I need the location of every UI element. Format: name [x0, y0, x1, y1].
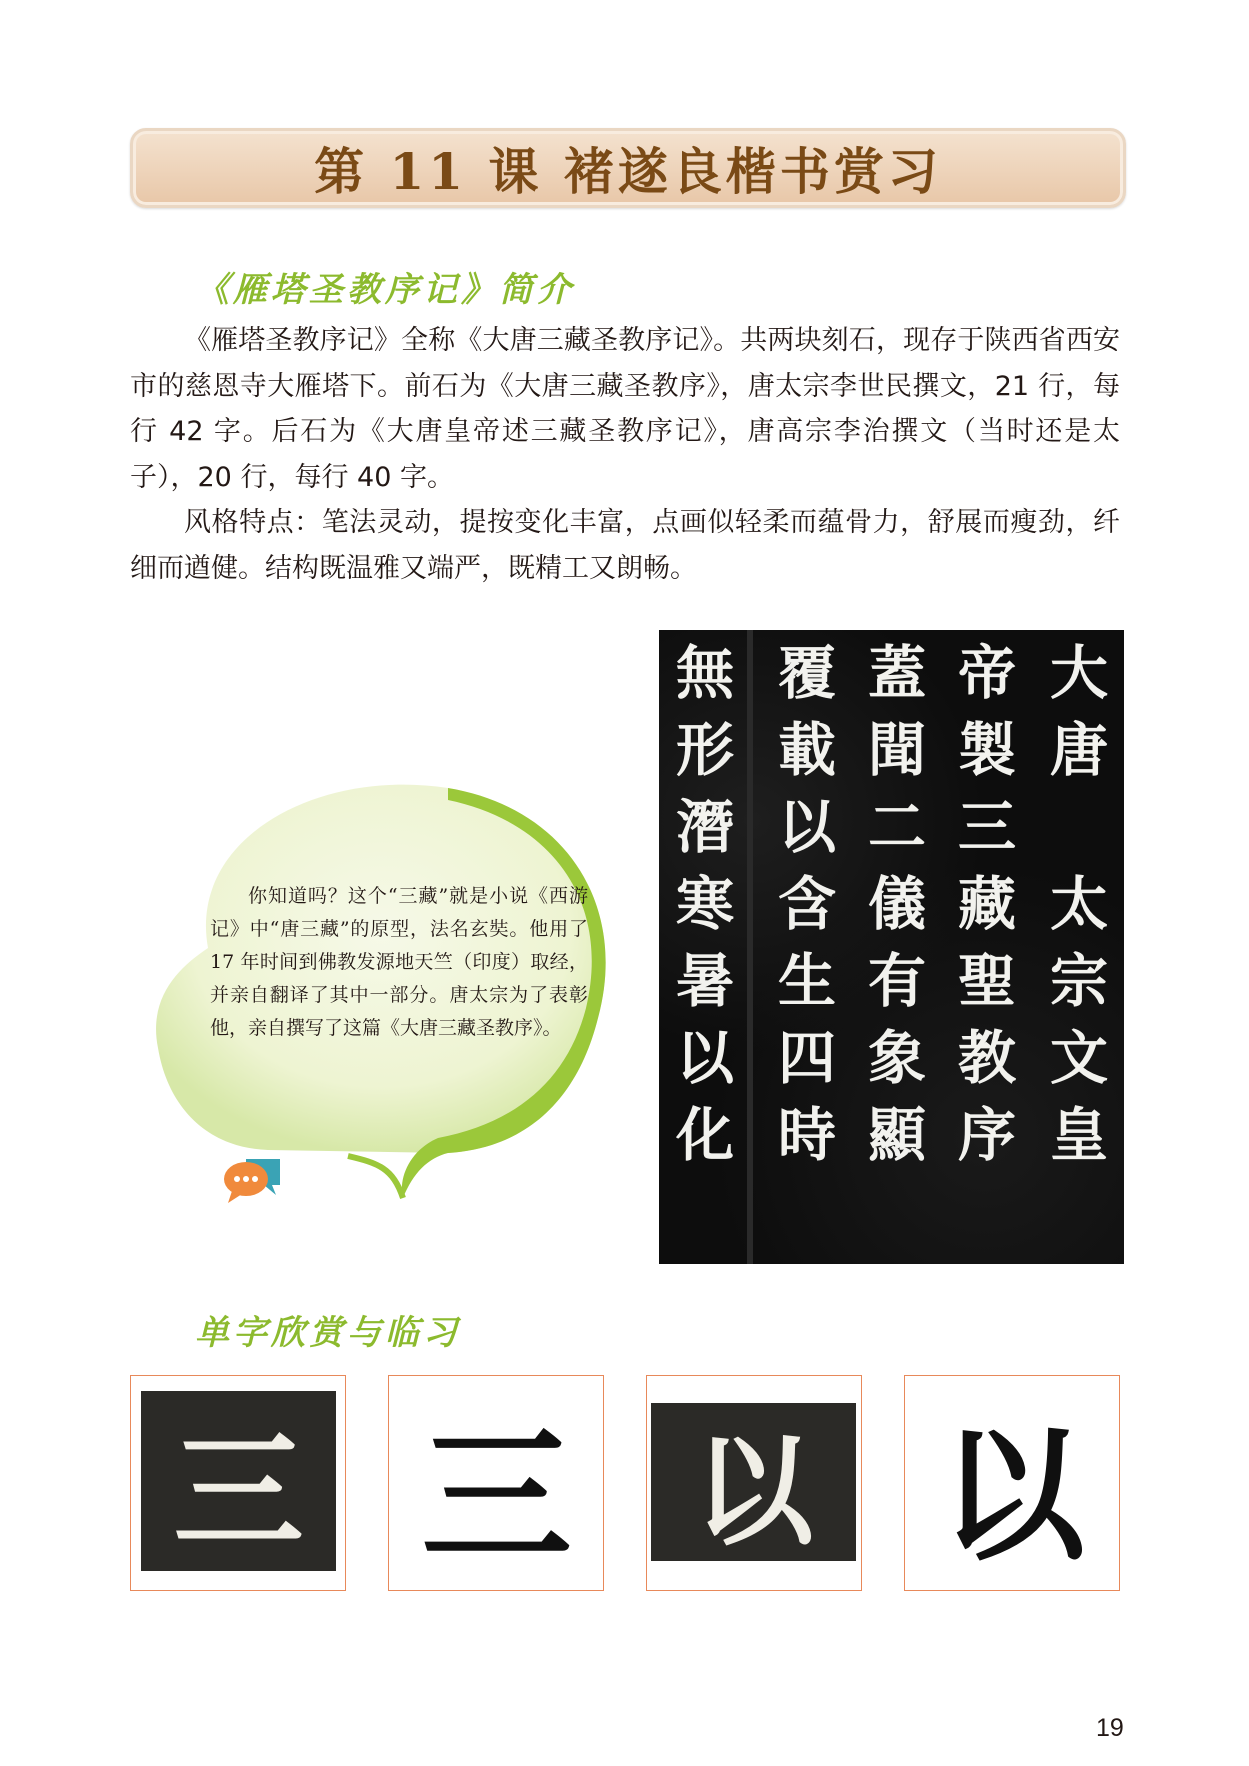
- intro-paragraph-2: 风格特点：笔法灵动，提按变化丰富，点画似轻柔而蕴骨力，舒展而瘦劲，纤细而遒健。结构既温雅又端严，既精工又朗畅。: [130, 507, 1120, 584]
- ink-character: 三: [399, 1386, 594, 1581]
- stele-column: 大 唐 太 宗 文 皇: [1049, 639, 1108, 1169]
- stele-column: 無 形 潛 寒 暑 以 化: [675, 639, 734, 1169]
- practice-tile: [646, 1375, 862, 1591]
- practice-tile: [130, 1375, 346, 1591]
- practice-tile: [388, 1375, 604, 1591]
- tip-text: 你知道吗？这个“三藏”就是小说《西游记》中“唐三藏”的原型，法名玄奘。他用了 17 年时间到佛教发源地天竺（印度）取经，并亲自翻译了其中一部分。唐太宗为了表彰他，亲自撰写了这篇《大唐三藏圣教序》。: [210, 885, 588, 1039]
- intro-heading: 《雁塔圣教序记》简介: [195, 270, 575, 310]
- page-number: 19: [1096, 1714, 1124, 1742]
- lesson-title-banner: [130, 128, 1126, 208]
- stele-rubbing: [659, 630, 1124, 1264]
- rubbing-character: 三: [141, 1391, 336, 1571]
- chat-bubble-icon: [222, 1155, 284, 1207]
- intro-paragraph-1: 《雁塔圣教序记》全称《大唐三藏圣教序记》。共两块刻石，现存于陕西省西安市的慈恩寺大雁塔下。前石为《大唐三藏圣教序》，唐太宗李世民撰文，21 行，每行 42 字。后石为《大唐皇帝述三藏圣教序记》，唐高宗李治撰文（当时还是太子），20 行，每行 40 字。: [130, 325, 1120, 493]
- stele-seam: [747, 630, 753, 1264]
- rubbing-character: 以: [651, 1403, 856, 1561]
- stele-column: 帝 製 三 藏 聖 教 序: [957, 639, 1016, 1169]
- practice-tile: [904, 1375, 1120, 1591]
- lesson-title: 第 11 课 褚遂良楷书赏习: [314, 142, 942, 201]
- stele-column: 覆 載 以 含 生 四 時: [777, 639, 836, 1169]
- stele-column: 蓋 聞 二 儀 有 象 顯: [867, 639, 926, 1169]
- practice-heading: 单字欣赏与临习: [195, 1313, 461, 1353]
- ink-character: 以: [915, 1386, 1110, 1581]
